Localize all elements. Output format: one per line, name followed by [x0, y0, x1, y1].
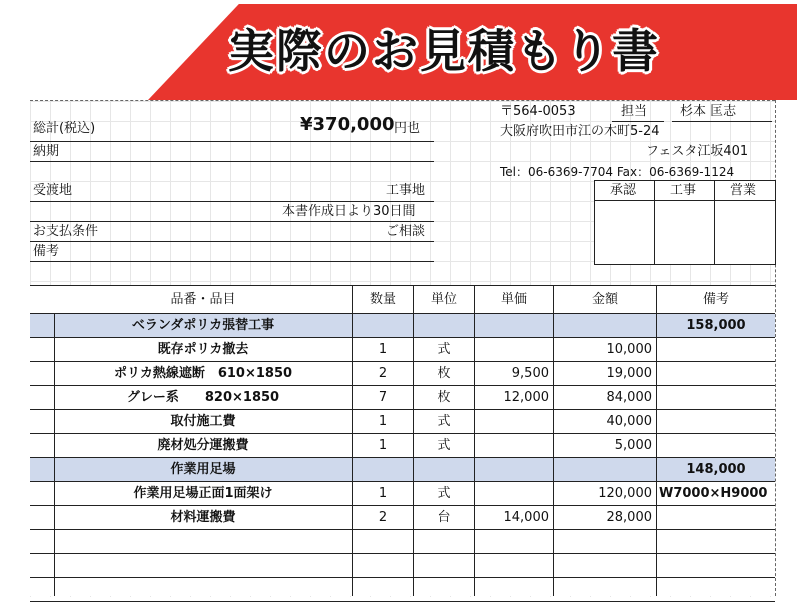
- cell-name: 既存ポリカ撤去: [157, 342, 249, 357]
- cell-note: [657, 338, 777, 361]
- cell-name: 取付施工費: [170, 414, 236, 429]
- cell-qty: 2: [378, 366, 388, 381]
- cell-qty: 1: [378, 438, 388, 453]
- table-row: [30, 506, 775, 530]
- cell-amount: [554, 530, 652, 553]
- col-sep-note: [656, 285, 657, 596]
- header-item: 品番・品目: [170, 292, 236, 307]
- items-table: [30, 285, 775, 596]
- payment-value: ご相談: [386, 224, 426, 239]
- cell-amount: 19,000: [606, 366, 652, 381]
- approval-header-construction: 工事: [670, 183, 697, 198]
- cell-unit: 式: [437, 414, 451, 429]
- cell-note: [657, 554, 775, 577]
- empty-row: [30, 554, 775, 578]
- cell-qty: [353, 530, 413, 553]
- total-suffix: 円也: [394, 121, 421, 136]
- cell-unit: 枚: [437, 390, 451, 405]
- approval-header-line: [595, 200, 775, 201]
- cell-qty: 2: [378, 510, 388, 525]
- cell-price: [475, 458, 549, 481]
- contact-name: 杉本 匡志: [680, 104, 737, 119]
- cell-note: [657, 434, 777, 457]
- cell-name: 作業用足場正面1面架け: [133, 486, 273, 501]
- cell-unit: [414, 554, 474, 577]
- table-header-row: [30, 286, 775, 314]
- phone-fax: Tel：06-6369-7704 Fax：06-6369-1124: [500, 165, 735, 179]
- cell-price: [475, 338, 549, 361]
- table-row: [30, 434, 775, 458]
- cell-name: グレー系 820×1850: [126, 390, 280, 405]
- cell-amount: [554, 458, 652, 481]
- cell-qty: [353, 314, 413, 337]
- total-underline: [30, 141, 434, 142]
- delivery-label: 納期: [33, 144, 60, 159]
- contact-label-underline: [612, 121, 664, 122]
- cell-name: [54, 554, 352, 577]
- cell-price: [475, 314, 549, 337]
- cell-note: [657, 362, 777, 385]
- total-label: 総計(税込): [33, 121, 96, 136]
- cell-note: [657, 410, 777, 433]
- total-amount: ¥370,000: [300, 114, 395, 135]
- cell-name: ベランダポリカ張替工事: [131, 318, 275, 333]
- cell-amount: [554, 578, 652, 601]
- payment-underline: [30, 241, 434, 242]
- cell-unit: 式: [437, 438, 451, 453]
- cell-qty: 1: [378, 414, 388, 429]
- cell-note: [657, 386, 777, 409]
- location-value: 工事地: [386, 183, 426, 198]
- cell-amount: [554, 554, 652, 577]
- approval-divider-1: [654, 181, 655, 264]
- cell-price: [475, 554, 549, 577]
- section-row: [30, 458, 775, 482]
- header-price: 単価: [500, 292, 527, 307]
- cell-price: [475, 578, 549, 601]
- cell-price: 14,000: [503, 510, 549, 525]
- cell-unit: 式: [437, 486, 451, 501]
- header-unit: 単位: [430, 292, 457, 307]
- cell-qty: [353, 458, 413, 481]
- postal-code: 〒564-0053: [500, 104, 576, 119]
- cell-amount: 5,000: [614, 438, 652, 453]
- cell-price: 12,000: [503, 390, 549, 405]
- empty-row: [30, 578, 775, 602]
- col-sep-left: [54, 314, 55, 596]
- header-qty: 数量: [369, 292, 396, 307]
- table-row: [30, 338, 775, 362]
- header-amount: 金額: [591, 292, 618, 307]
- cell-amount: 28,000: [606, 510, 652, 525]
- delivery-underline: [30, 161, 434, 162]
- cell-unit: [414, 314, 474, 337]
- table-row: [30, 482, 775, 506]
- cell-qty: 1: [378, 342, 388, 357]
- cell-name: [54, 530, 352, 553]
- approval-header-approve: 承認: [610, 183, 637, 198]
- section-row: [30, 314, 775, 338]
- empty-row: [30, 530, 775, 554]
- validity-text: 本書作成日より30日間: [282, 204, 416, 219]
- cell-price: 9,500: [511, 366, 549, 381]
- cell-name: 作業用足場: [170, 462, 236, 477]
- cell-amount: [554, 314, 652, 337]
- cell-unit: [414, 530, 474, 553]
- cell-qty: [353, 554, 413, 577]
- cell-name: ポリカ熱線遮断 610×1850: [113, 366, 293, 381]
- remarks-underline: [30, 261, 434, 262]
- contact-label: 担当: [621, 104, 648, 119]
- cell-name: 材料運搬費: [170, 510, 236, 525]
- cell-amount: 10,000: [606, 342, 652, 357]
- cell-note: 158,000: [686, 318, 746, 333]
- cell-unit: [414, 458, 474, 481]
- contact-name-underline: [672, 121, 772, 122]
- cell-qty: [353, 578, 413, 601]
- remarks-label: 備考: [33, 244, 60, 259]
- cell-price: [475, 530, 549, 553]
- validity-underline: [30, 221, 434, 222]
- cell-name: 廃材処分運搬費: [157, 438, 249, 453]
- col-sep-unit: [413, 285, 414, 596]
- location-label: 受渡地: [33, 183, 73, 198]
- address-line-1: 大阪府吹田市江の木町5-24: [500, 124, 660, 139]
- cell-qty: 1: [378, 486, 388, 501]
- cell-unit: 枚: [437, 366, 451, 381]
- cell-note: [657, 506, 777, 529]
- cell-price: [475, 482, 549, 505]
- payment-label: お支払条件: [33, 224, 99, 239]
- cell-note: 148,000: [686, 462, 746, 477]
- cell-note: [657, 530, 775, 553]
- location-underline: [30, 201, 434, 202]
- table-row: [30, 386, 775, 410]
- cell-qty: 7: [378, 390, 388, 405]
- cell-amount: 40,000: [606, 414, 652, 429]
- cell-unit: 式: [437, 342, 451, 357]
- approval-header-sales: 営業: [730, 183, 757, 198]
- col-sep-amount: [553, 285, 554, 596]
- cell-unit: [414, 578, 474, 601]
- table-row: [30, 410, 775, 434]
- banner-title: 実際のお見積もり書: [228, 24, 660, 78]
- approval-divider-2: [714, 181, 715, 264]
- cell-name: [54, 578, 352, 601]
- approval-stamp-box: [594, 180, 776, 265]
- cell-price: [475, 410, 549, 433]
- col-sep-qty: [352, 285, 353, 596]
- cell-amount: 120,000: [598, 486, 652, 501]
- col-sep-price: [474, 285, 475, 596]
- table-row: [30, 362, 775, 386]
- address-line-2: フェスタ江坂401: [646, 144, 749, 159]
- cell-unit: 台: [437, 510, 451, 525]
- cell-price: [475, 434, 549, 457]
- header-note: 備考: [702, 292, 729, 307]
- cell-note: [657, 578, 775, 601]
- cell-amount: 84,000: [606, 390, 652, 405]
- cell-note: W7000×H9000: [659, 486, 768, 501]
